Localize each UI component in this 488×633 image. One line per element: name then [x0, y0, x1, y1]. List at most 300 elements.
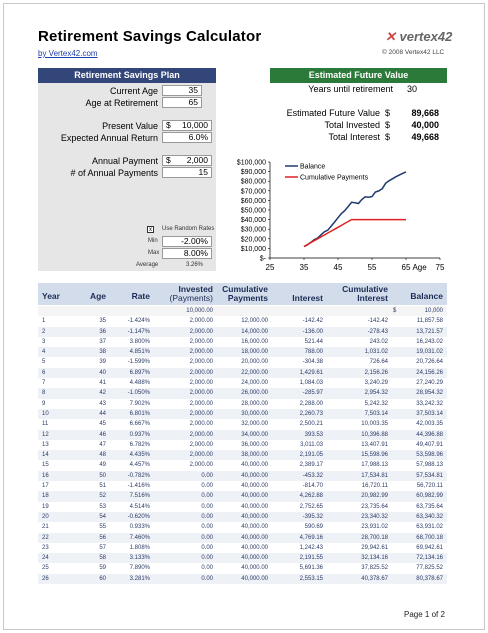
cell-year: 16 — [42, 472, 49, 479]
x-tick-label: 55 — [367, 263, 377, 272]
cell-invested: 2,000.00 — [189, 338, 213, 345]
cell-rate: 3.281% — [129, 575, 150, 582]
cell-age: 43 — [99, 400, 106, 407]
col-cum-pay-top: Cumulative — [222, 284, 268, 294]
table-row — [38, 491, 447, 501]
cell-interest: 788.00 — [304, 349, 323, 356]
cell-age: 59 — [99, 565, 106, 572]
efv-value: 89,668 — [411, 108, 439, 118]
cell-cum-payments: 12,000.00 — [241, 318, 268, 325]
num-payments-label: # of Annual Payments — [70, 168, 158, 178]
x-tick-label: 25 — [265, 263, 275, 272]
cell-cum-payments: 40,000.00 — [241, 472, 268, 479]
cell-age: 37 — [99, 338, 106, 345]
col-cum-pay-bottom: Payments — [227, 293, 268, 303]
cell-year: 19 — [42, 503, 49, 510]
table-row — [38, 388, 447, 398]
cell-cum-payments: 32,000.00 — [241, 421, 268, 428]
cell-rate: -1.416% — [127, 483, 150, 490]
cell-invested: 2,000.00 — [189, 369, 213, 376]
cell-invested: 2,000.00 — [189, 410, 213, 417]
cell-interest: -285.97 — [302, 390, 323, 397]
cell-cum-interest: 10,396.88 — [361, 431, 388, 438]
amortization-table — [38, 306, 447, 584]
table-row — [38, 574, 447, 584]
legend-label: Cumulative Payments — [300, 174, 369, 182]
table-row — [38, 543, 447, 553]
cell-interest: 521.44 — [304, 338, 323, 345]
payment-label: Annual Payment — [91, 156, 158, 166]
cell-invested: 2,000.00 — [189, 328, 213, 335]
table-row — [38, 450, 447, 460]
cell-invested: 2,000.00 — [189, 400, 213, 407]
y-tick-label: $40,000 — [240, 217, 266, 225]
cell-rate: 1.808% — [129, 544, 150, 551]
cell-invested: 2,000.00 — [189, 380, 213, 387]
cell-interest: 1,429.61 — [299, 369, 323, 376]
cell-rate: -1.147% — [127, 328, 150, 335]
cell-rate: -0.782% — [127, 472, 150, 479]
cell-balance: 63,931.02 — [416, 524, 443, 531]
table-row — [38, 481, 447, 491]
x-tick-label: 75 — [435, 263, 445, 272]
cell-balance: 56,720.11 — [416, 483, 443, 490]
cell-cum-interest: 243.02 — [369, 338, 388, 345]
years-label: Years until retirement — [308, 84, 393, 94]
cell-cum-interest: 20,982.99 — [361, 493, 388, 500]
cell-balance: 24,156.26 — [416, 369, 443, 376]
col-invested — [163, 285, 213, 303]
max-label: Max — [148, 250, 160, 256]
present-value-currency: $ — [166, 120, 171, 130]
cell-age: 45 — [99, 421, 106, 428]
cell-invested: 2,000.00 — [189, 462, 213, 469]
table-row — [38, 440, 447, 450]
table-header — [38, 283, 447, 305]
cell-balance: 57,988.13 — [416, 462, 443, 469]
cell-year: 26 — [42, 575, 49, 582]
cell-cum-interest: 23,735.64 — [361, 503, 388, 510]
table-row — [38, 337, 447, 347]
cell-year: 1 — [42, 318, 46, 325]
interest-label: Total Interest — [328, 132, 380, 142]
cell-age: 51 — [99, 483, 106, 490]
table-row — [38, 419, 447, 429]
cell-age: 46 — [99, 431, 106, 438]
present-value-label: Present Value — [102, 121, 158, 131]
cell-cum-payments: 40,000.00 — [241, 493, 268, 500]
random-rates-checkbox[interactable]: x — [149, 227, 152, 233]
col-interest: Interest — [292, 293, 323, 303]
logo-text: vertex42 — [399, 29, 453, 44]
cell-year: 12 — [42, 431, 49, 438]
invested-label: Total Invested — [324, 120, 380, 130]
table-row — [38, 378, 447, 388]
cell-age: 57 — [99, 544, 106, 551]
cell-cum-payments: 40,000.00 — [241, 555, 268, 562]
cell-interest: 4,262.88 — [299, 493, 323, 500]
cell-age: 42 — [99, 390, 106, 397]
cell-cum-payments: 40,000.00 — [241, 534, 268, 541]
cell-age: 38 — [99, 349, 106, 356]
cell-balance: 27,240.29 — [416, 380, 443, 387]
cell-year: 25 — [42, 565, 49, 572]
cell-rate: 6.782% — [129, 441, 150, 448]
cell-year: 21 — [42, 524, 49, 531]
cell-balance: 53,598.96 — [416, 452, 443, 459]
table-row — [38, 512, 447, 522]
min-label: Min — [148, 238, 158, 244]
invested-currency: $ — [385, 120, 391, 130]
cell-year: 6 — [42, 369, 46, 376]
cell-year: 3 — [42, 338, 46, 345]
cell-year: 4 — [42, 349, 46, 356]
cell-balance: 63,735.64 — [416, 503, 443, 510]
cell-rate: 6.667% — [129, 421, 150, 428]
x-tick-label: 65 — [401, 263, 411, 272]
table-row — [38, 502, 447, 512]
cell-cum-interest: 15,598.96 — [361, 452, 388, 459]
cell-year: 23 — [42, 544, 49, 551]
cell-cum-payments: 24,000.00 — [241, 380, 268, 387]
table-row — [38, 553, 447, 563]
cell-cum-interest: 16,720.11 — [361, 483, 388, 490]
cell-interest: 1,242.43 — [299, 544, 323, 551]
cell-balance: 68,700.18 — [416, 534, 443, 541]
x-axis-label: Age — [412, 263, 427, 272]
cell-balance: 44,396.88 — [416, 431, 443, 438]
table-row — [38, 563, 447, 573]
y-tick-label: $30,000 — [240, 226, 266, 234]
cell-age: 49 — [99, 462, 106, 469]
payment-input[interactable] — [162, 155, 212, 166]
invested-value: 40,000 — [411, 120, 439, 130]
min-rate-input[interactable]: -2.00% — [162, 236, 212, 247]
y-tick-label: $10,000 — [240, 245, 266, 253]
logo-mark-icon: ✕ — [385, 29, 396, 44]
cell-balance: 77,825.52 — [416, 565, 443, 572]
cell-cum-interest: 40,378.67 — [361, 575, 388, 582]
cell-cum-interest: 29,942.61 — [361, 544, 388, 551]
cell-rate: -0.620% — [127, 513, 150, 520]
cell-invested: 2,000.00 — [189, 318, 213, 325]
cell-cum-payments: 26,000.00 — [241, 390, 268, 397]
cell-invested: 0.00 — [201, 493, 213, 500]
cell-rate: 4.457% — [129, 462, 150, 469]
cell-balance: 19,031.02 — [416, 349, 443, 356]
payment-currency: $ — [166, 155, 171, 165]
cell-cum-payments: 36,000.00 — [241, 441, 268, 448]
cell-cum-interest: 17,988.13 — [361, 462, 388, 469]
cell-rate: 7.516% — [129, 493, 150, 500]
y-tick-label: $- — [259, 255, 266, 263]
cell-cum-payments: 22,000.00 — [241, 369, 268, 376]
cell-balance: 63,340.32 — [416, 513, 443, 520]
x-tick-label: 35 — [299, 263, 309, 272]
cell-rate: 6.897% — [129, 369, 150, 376]
cell-interest: 5,691.36 — [299, 565, 323, 572]
cell-balance: 57,534.81 — [416, 472, 443, 479]
cell-interest: 2,288.00 — [299, 400, 323, 407]
cell-year: 15 — [42, 462, 49, 469]
cell-balance: 28,954.32 — [416, 390, 443, 397]
cell-invested: 0.00 — [201, 534, 213, 541]
cell-invested: 0.00 — [201, 544, 213, 551]
efv-currency: $ — [385, 108, 391, 118]
cell-rate: 3.800% — [129, 338, 150, 345]
cell-age: 35 — [99, 318, 106, 325]
col-cumulative-interest — [328, 285, 388, 303]
cell-invested: 0.00 — [201, 472, 213, 479]
table-row — [38, 409, 447, 419]
cell-interest: 2,191.05 — [299, 452, 323, 459]
cell-invested: 0.00 — [201, 524, 213, 531]
cell-cum-interest: -142.42 — [367, 318, 388, 325]
cell-interest: 3,011.03 — [300, 441, 323, 448]
efv-label: Estimated Future Value — [286, 108, 380, 118]
cell-balance: 20,726.64 — [416, 359, 443, 366]
cell-rate: 7.902% — [129, 400, 150, 407]
cell-age: 50 — [99, 472, 106, 479]
col-age: Age — [89, 291, 106, 301]
cell-cum-payments: 18,000.00 — [241, 349, 268, 356]
cell-invested: 0.00 — [201, 575, 213, 582]
cell-age: 53 — [99, 503, 106, 510]
cell-invested: 2,000.00 — [189, 359, 213, 366]
cell-interest: 590.69 — [304, 524, 323, 531]
cell-year: 5 — [42, 359, 46, 366]
plan-panel — [38, 83, 216, 271]
cell-interest: -304.38 — [302, 359, 323, 366]
cell-year: 9 — [42, 400, 46, 407]
cell-invested: 0.00 — [201, 513, 213, 520]
cell-age: 40 — [99, 369, 106, 376]
interest-currency: $ — [385, 132, 391, 142]
cell-initial-currency: $ — [393, 308, 397, 314]
current-age-input[interactable]: 35 — [162, 85, 202, 96]
cell-cum-interest: 3,240.29 — [364, 380, 388, 387]
col-cum-int-top: Cumulative — [342, 284, 388, 294]
max-rate-input[interactable]: 8.00% — [162, 248, 212, 259]
future-header: Estimated Future Value — [270, 68, 447, 83]
cell-rate: 4.514% — [129, 503, 150, 510]
cell-rate: 7.460% — [129, 534, 150, 541]
cell-cum-payments: 40,000.00 — [241, 513, 268, 520]
cell-balance: 60,982.99 — [416, 493, 443, 500]
cell-age: 36 — [99, 328, 106, 335]
cell-cum-interest: 2,156.26 — [364, 369, 388, 376]
cell-balance: 11,857.58 — [416, 318, 443, 325]
cell-invested: 2,000.00 — [189, 421, 213, 428]
cell-year: 8 — [42, 390, 46, 397]
initial-row — [38, 306, 447, 316]
cell-interest: 2,191.55 — [299, 555, 323, 562]
cell-age: 56 — [99, 534, 106, 541]
table-row — [38, 460, 447, 470]
cell-age: 52 — [99, 493, 106, 500]
cell-cum-payments: 30,000.00 — [241, 410, 268, 417]
years-value: 30 — [406, 84, 417, 94]
payment-amount: 2,000 — [186, 155, 208, 165]
cell-rate: 4.488% — [129, 380, 150, 387]
cell-year: 13 — [42, 441, 49, 448]
table-row — [38, 430, 447, 440]
cell-age: 60 — [99, 575, 106, 582]
cell-year: 17 — [42, 483, 49, 490]
legend-label: Balance — [300, 163, 326, 171]
table-row — [38, 399, 447, 409]
cell-cum-interest: 32,134.16 — [361, 555, 388, 562]
cell-interest: 393.53 — [304, 431, 323, 438]
y-tick-label: $70,000 — [240, 188, 266, 196]
cell-initial-balance: 10,000 — [424, 308, 443, 314]
table-row — [38, 357, 447, 367]
cell-interest: 4,769.16 — [299, 534, 323, 541]
average-value: 3.26% — [186, 262, 204, 268]
cell-invested: 0.00 — [201, 555, 213, 562]
cell-cum-payments: 40,000.00 — [241, 575, 268, 582]
cell-rate: 0.937% — [129, 431, 150, 438]
cell-cum-payments: 20,000.00 — [241, 359, 268, 366]
page-number: Page 1 of 2 — [404, 610, 445, 619]
cell-invested: 2,000.00 — [189, 452, 213, 459]
return-input[interactable]: 6.0% — [162, 132, 212, 143]
cell-cum-interest: 23,931.02 — [361, 524, 388, 531]
col-balance: Balance — [410, 291, 443, 301]
cell-interest: -453.32 — [302, 472, 323, 479]
cell-age: 48 — [99, 452, 106, 459]
col-rate: Rate — [131, 291, 150, 301]
cell-rate: 4.851% — [129, 349, 150, 356]
cell-balance: 42,003.35 — [416, 421, 443, 428]
cell-interest: -142.42 — [302, 318, 323, 325]
current-age-label: Current Age — [109, 86, 158, 96]
col-year: Year — [42, 291, 60, 301]
table-row — [38, 327, 447, 337]
cell-cum-interest: 2,954.32 — [364, 390, 388, 397]
cell-age: 47 — [99, 441, 106, 448]
cell-initial-invested: 10,000.00 — [186, 308, 213, 314]
cell-cum-payments: 14,000.00 — [241, 328, 268, 335]
cell-interest: 2,260.73 — [299, 410, 323, 417]
cell-cum-payments: 40,000.00 — [241, 462, 268, 469]
cell-cum-interest: 7,503.14 — [364, 410, 388, 417]
cell-interest: -136.00 — [302, 328, 323, 335]
cell-year: 18 — [42, 493, 49, 500]
cell-year: 24 — [42, 555, 49, 562]
cell-balance: 72,134.16 — [416, 555, 443, 562]
average-label: Average — [136, 262, 159, 268]
cell-cum-payments: 38,000.00 — [241, 452, 268, 459]
cell-rate: -1.599% — [127, 359, 150, 366]
present-value-amount: 10,000 — [182, 120, 208, 130]
cell-cum-payments: 40,000.00 — [241, 483, 268, 490]
cell-cum-interest: 5,242.32 — [364, 400, 388, 407]
y-tick-label: $60,000 — [240, 197, 266, 205]
cell-cum-payments: 40,000.00 — [241, 544, 268, 551]
cell-cum-interest: 37,825.52 — [361, 565, 388, 572]
y-tick-label: $80,000 — [240, 178, 266, 186]
cell-invested: 2,000.00 — [189, 349, 213, 356]
cell-year: 22 — [42, 534, 49, 541]
cell-year: 14 — [42, 452, 49, 459]
cell-balance: 69,942.61 — [416, 544, 443, 551]
cell-cum-payments: 40,000.00 — [241, 565, 268, 572]
retire-age-label: Age at Retirement — [85, 98, 158, 108]
retire-age-input[interactable]: 65 — [162, 97, 202, 108]
cell-cum-payments: 28,000.00 — [241, 400, 268, 407]
table-row — [38, 471, 447, 481]
col-invested-bottom: (Payments) — [169, 293, 213, 303]
cell-rate: 4.435% — [129, 452, 150, 459]
num-payments-input[interactable]: 15 — [162, 167, 212, 178]
cell-age: 44 — [99, 410, 106, 417]
cell-cum-interest: 726.64 — [369, 359, 388, 366]
table-row — [38, 316, 447, 326]
cell-interest: 2,389.17 — [299, 462, 323, 469]
present-value-input[interactable] — [162, 120, 212, 131]
cell-cum-interest: 1,031.02 — [364, 349, 388, 356]
table-row — [38, 533, 447, 543]
cell-age: 55 — [99, 524, 106, 531]
cell-invested: 2,000.00 — [189, 441, 213, 448]
col-cumulative-payments — [218, 285, 268, 303]
vertex42-logo — [385, 29, 452, 45]
cell-year: 2 — [42, 328, 46, 335]
cell-rate: 7.890% — [129, 565, 150, 572]
cell-interest: -814.70 — [302, 483, 323, 490]
table-row — [38, 522, 447, 532]
vertex42-link[interactable]: by Vertex42.com — [38, 49, 98, 58]
cell-cum-payments: 16,000.00 — [241, 338, 268, 345]
cell-rate: -1.050% — [127, 390, 150, 397]
cell-balance: 13,721.57 — [416, 328, 443, 335]
y-tick-label: $90,000 — [240, 169, 266, 177]
cell-balance: 80,378.67 — [416, 575, 443, 582]
cell-rate: 6.801% — [129, 410, 150, 417]
cell-age: 54 — [99, 513, 106, 520]
cell-balance: 33,242.32 — [416, 400, 443, 407]
cell-cum-interest: 13,407.91 — [361, 441, 388, 448]
return-label: Expected Annual Return — [60, 133, 158, 143]
cell-year: 11 — [42, 421, 49, 428]
cell-interest: 2,752.65 — [299, 503, 323, 510]
cell-balance: 37,503.14 — [416, 410, 443, 417]
cell-year: 20 — [42, 513, 49, 520]
random-rates-label: Use Random Rates — [162, 226, 215, 232]
cell-interest: 2,553.15 — [299, 575, 323, 582]
cell-cum-interest: 10,003.35 — [361, 421, 388, 428]
cell-age: 41 — [99, 380, 106, 387]
page-title: Retirement Savings Calculator — [38, 28, 262, 45]
cell-cum-payments: 34,000.00 — [241, 431, 268, 438]
y-tick-label: $50,000 — [240, 207, 266, 215]
y-tick-label: $20,000 — [240, 236, 266, 244]
cell-cum-interest: 28,700.18 — [361, 534, 388, 541]
plan-header: Retirement Savings Plan — [38, 68, 216, 83]
cell-interest: 2,500.21 — [299, 421, 323, 428]
cell-invested: 2,000.00 — [189, 390, 213, 397]
copyright: © 2008 Vertex42 LLC — [382, 49, 445, 56]
cell-year: 10 — [42, 410, 49, 417]
table-row — [38, 368, 447, 378]
cell-cum-payments: 40,000.00 — [241, 524, 268, 531]
col-cum-int-bottom: Interest — [357, 293, 388, 303]
y-tick-label: $100,000 — [236, 159, 266, 167]
cell-rate: -1.424% — [127, 318, 150, 325]
cell-age: 39 — [99, 359, 106, 366]
x-tick-label: 45 — [333, 263, 343, 272]
